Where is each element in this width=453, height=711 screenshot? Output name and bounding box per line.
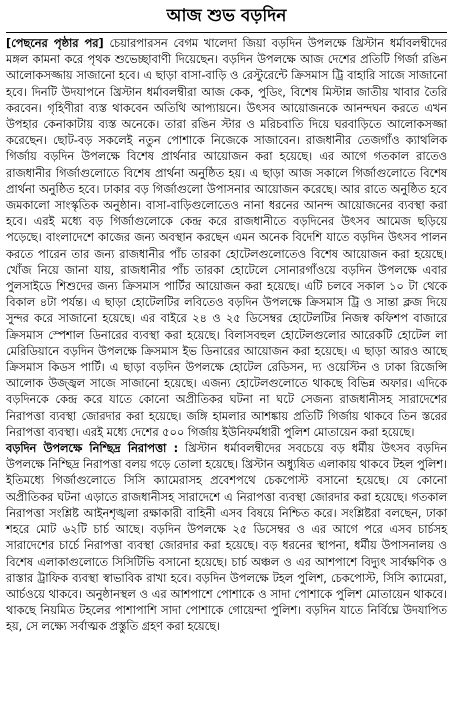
section-subhead: বড়দিন উপলক্ষে নিশ্ছিদ্র নিরাপত্তা : (6, 442, 179, 456)
paragraph-2-text: খ্রিস্টান ধর্মাবলম্বীদের সবচেয়ে বড় ধর্মীয় উৎসব বড়দিন উপলক্ষে নিশ্ছিদ্র নিরাপত্তা বলয় গড়ে তোলা হয়েছে। খ্রিস্টান অধ্যুষিত এলাকায় থাকবে টহল পুলিশ। ইতিমধ্যে গির্জাগুলোতে সিসি ক্যামেরাসহ প্রবেশপথে চেকপোস্ট বসানো হয়েছে। যে কোনো অপ্রীতিকর ঘটনা এড়াতে রাজধানীসহ সারাদেশে এ নিরাপত্তা ব্যবস্থা জোরদার করা হয়েছে। গতকাল নিরাপত্তা সংশ্লিষ্ট আইনশৃঙ্খলা রক্ষাকারী বাহিনী এসব বিষয়ে নিশ্চিত করে। সংশ্লিষ্টরা বলছেন, ঢাকা শহরে মোট ৬২টি চার্চ আছে। বড়দিন উপলক্ষে ২৫ ডিসেম্বর ও এর আগে পরে এসব চার্চসহ সারাদেশের চার্চে নিরাপত্তা ব্যবস্থা জোরদার করা হয়েছে। বড় ধরনের স্থাপনা, ধর্মীয় উপাসনালয় ও বিশেষ এলাকাগুলোতে সিসিটিভি বসানো হয়েছে। চার্চ অঞ্চল ও এর আশপাশে বিদ্যুৎ সার্বক্ষণিক ও রাস্তার ট্রাফিক ব্যবস্থা স্বাভাবিক রাখা হবে। বড়দিন উপলক্ষে টহল পুলিশ, চেকপোস্ট, সিসি ক্যামেরা, আর্চওয়ে থাকবে। অনুষ্ঠানস্থল ও এর আশপাশে পোশাকে ও সাদা পোশাকে পুলিশ মোতায়েন থাকবে। থাকছে নিয়মিত টহলের পাশাপাশি সাদা পোশাকে গোয়েন্দা পুলিশ। বড়দিন যাতে নির্বিঘ্নে উদযাপিত হয়, সে লক্ষ্যে সর্বাত্মক প্রস্তুতি গ্রহণ করা হয়েছে। (6, 442, 447, 634)
paragraph-1-text: চেয়ারপারসন বেগম খালেদা জিয়া বড়দিন উপলক্ষে খ্রিস্টান ধর্মাবলম্বীদের মঙ্গল কামনা করে পৃথক শুভেচ্ছাবাণী দিয়েছেন। বড়দিন উপলক্ষে আজ দেশের প্রতিটি গির্জা রঙিন আলোকসজ্জায় সাজানো হবে। এ ছাড়া বাসা-বাড়ি ও রেস্টুরেন্টে ক্রিসমাস ট্রি বাহারি সাজে সাজানো হবে। দিনটি উদযাপনে খ্রিস্টান ধর্মাবলম্বীরা আজ কেক, পুডিং, বিশেষ মিস্টান্ন জাতীয় খাবার তৈরি করবেন। গৃহিণীরা ব্যস্ত থাকবেন অতিথি আপ্যায়নে। উৎসব আয়োজনকে আনন্দঘন করতে এখন উপহার কেনাকাটায় ব্যস্ত অনেকে। তারা রঙিন স্টার ও মরিচবাতি দিয়ে ঘরবাড়িতে আলোকসজ্জা করেছেন। ছোট-বড় সকলেই নতুন পোশাকে নিজেকে সাজাবেন। রাজধানীর তেজগাঁও ক্যাথলিক গির্জায় বড়দিন উপলক্ষে বিশেষ প্রার্থনার আয়োজন করা হয়েছে। এর আগে গতকাল রাতেও রাজধানীর গির্জাগুলোতে বিশেষ প্রার্থনা অনুষ্ঠিত হয়। এ ছাড়া আজ সকালে গির্জাগুলোতে বিশেষ প্রার্থনা অনুষ্ঠিত হবে। ঢাকার বড় গির্জাগুলো উপাসনার আয়োজন করেছে। আর রাতে অনুষ্ঠিত হবে জমকালো সাংস্কৃতিক অনুষ্ঠান। বাসা-বাড়িগুলোতেও নানা ধরনের আনন্দ আয়োজনের ব্যবস্থা করা হবে। এরই মধ্যে বড় গির্জাগুলোকে কেন্দ্র করে রাজধানীতে বড়দিনের উৎসব আমেজ ছড়িয়ে পড়েছে। বাংলাদেশে কাজের জন্য অবস্থান করছেন এমন অনেক বিদেশি যাতে বড়দিন উৎসব পালন করতে পারেন তার জন্য রাজধানীর পাঁচ তারকা হোটেলগুলোতেও বিশেষ আয়োজন করা হয়েছে। খোঁজ নিয়ে জানা যায়, রাজধানীর পাঁচ তারকা হোটেলে সোনারগাঁওয়ে বড়দিন উপলক্ষে এবার পুলসাইডে শিশুদের জন্য ক্রিসমাস পার্টির আয়োজন করা হয়েছে। এটি চলবে সকাল ১০ টা থেকে বিকাল ৪টা পর্যন্ত। এ ছাড়া হোটেলটির লবিতেও বড়দিন উপলক্ষে ক্রিসমাস ট্রি ও সান্তা ক্লজ দিয়ে সুন্দর করে সাজানো হয়েছে। এর বাইরে ২৪ ও ২৫ ডিসেম্বর হোটেলটির নিজস্ব কফিশপ বাজারে ক্রিসমাস স্পেশাল ডিনারের ব্যবস্থা করা হয়েছে। বিলাসবহুল হোটেলগুলোর আরেকটি হোটেল লা মেরিডিয়ানে বড়দিন উপলক্ষে ক্রিসমাস ইভ ডিনারের আয়োজন করা হয়েছে। এ ছাড়া আরও আছে ক্রিসমাস কিডস পার্টি। এ ছাড়া বড়দিন উপলক্ষে হোটেল রেডিসন, দ্য ওয়েস্টিন ও ঢাকা রিজেন্সি আলোক উজ্জ্বল সাজে সাজানো হয়েছে। এজন্য হোটেলগুলোতে থাকছে বিভিন্ন অফার। এদিকে বড়দিনকে কেন্দ্র করে যাতে কোনো অপ্রীতিকর ঘটনা না ঘটে সেজন্য রাজধানীসহ সারাদেশের নিরাপত্তা ব্যবস্থা জোরদার করা হয়েছে। জঙ্গি হামলার আশঙ্কায় প্রতিটি গির্জায় থাকবে তিন স্তরের নিরাপত্তা ব্যবস্থা। এরই মধ্যে দেশের ৫০০ গির্জায় ইউনিফর্মধারী পুলিশ মোতায়েন করা হয়েছে। (6, 37, 447, 439)
article-body (6, 36, 447, 636)
headline-divider (6, 32, 447, 33)
article-paragraph-1 (6, 36, 447, 441)
headline: আজ শুভ বড়দিন (166, 6, 287, 26)
continued-tag: [পেছনের পৃষ্ঠার পর] (6, 37, 104, 50)
article-paragraph-2 (6, 441, 447, 635)
